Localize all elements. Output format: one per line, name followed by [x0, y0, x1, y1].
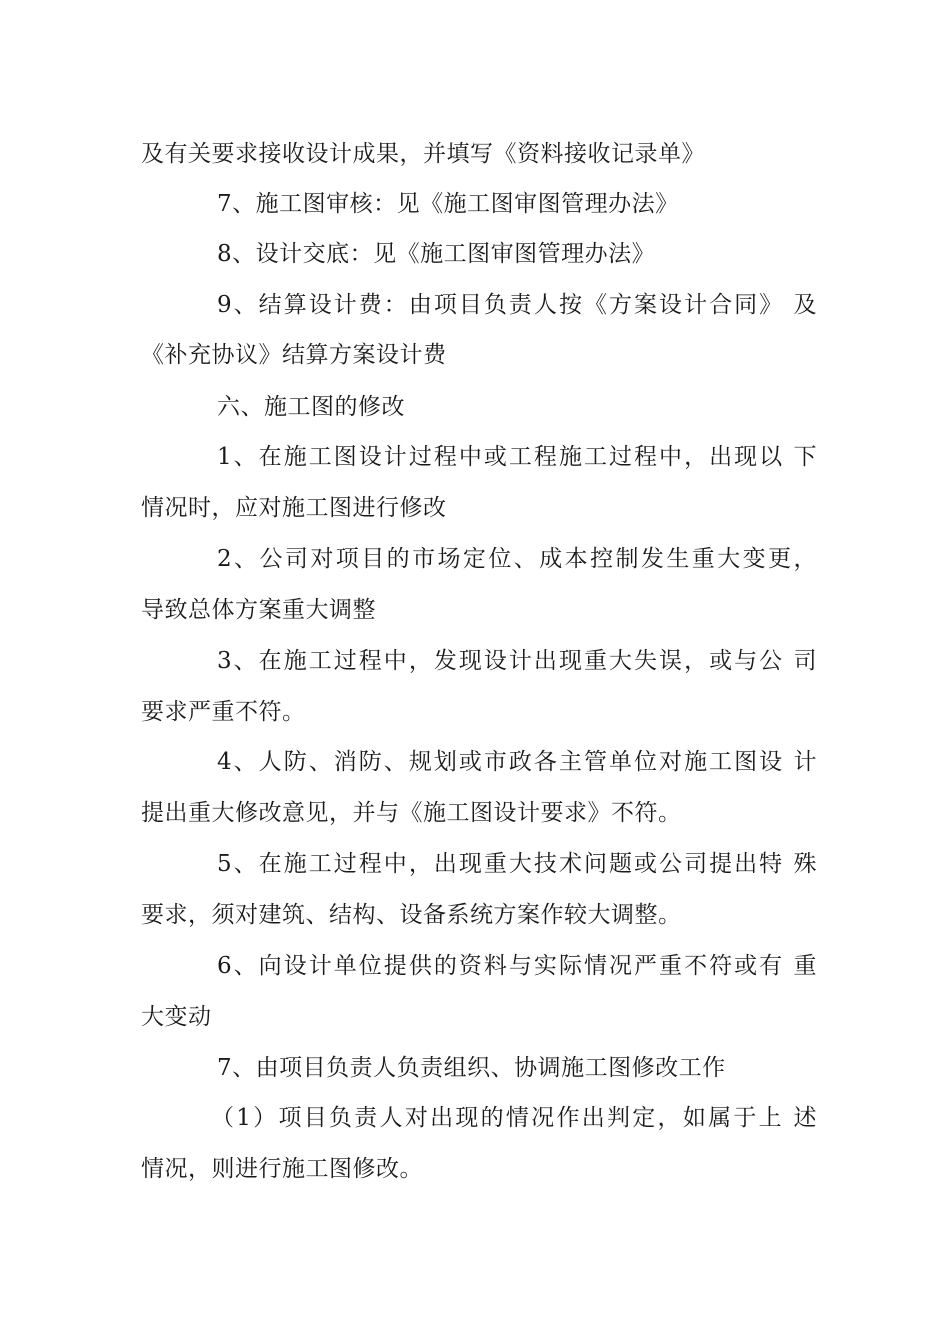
- paragraph-line: 7、由项目负责人负责组织、协调施工图修改工作: [217, 1055, 726, 1081]
- paragraph-line: 4、人防、消防、规划或市政各主管单位对施工图设 计: [217, 749, 817, 775]
- paragraph-line: 9、结算设计费：由项目负责人按《方案设计合同》 及: [217, 292, 817, 318]
- paragraph-line: 要求，须对建筑、结构、设备系统方案作较大调整。: [141, 902, 682, 928]
- paragraph-line: 要求严重不符。: [141, 699, 306, 725]
- paragraph-line: 1、在施工图设计过程中或工程施工过程中，出现以 下: [217, 444, 817, 470]
- paragraph-line: 导致总体方案重大调整: [141, 597, 376, 623]
- paragraph-line: 提出重大修改意见，并与《施工图设计要求》不符。: [141, 800, 682, 826]
- paragraph-line: 5、在施工过程中，出现重大技术问题或公司提出特 殊: [217, 851, 817, 877]
- section-heading: 六、施工图的修改: [217, 394, 405, 420]
- paragraph-line: 大变动: [141, 1004, 212, 1030]
- paragraph-line: 及有关要求接收设计成果，并填写《资料接收记录单》: [141, 141, 705, 167]
- paragraph-line: 8、设计交底：见《施工图审图管理办法》: [217, 241, 656, 267]
- paragraph-line: （1）项目负责人对出现的情况作出判定，如属于上 述: [211, 1105, 817, 1131]
- paragraph-line: 情况时，应对施工图进行修改: [141, 495, 447, 521]
- paragraph-line: 《补充协议》结算方案设计费: [141, 342, 447, 368]
- paragraph-line: 7、施工图审核：见《施工图审图管理办法》: [217, 191, 679, 217]
- paragraph-line: 情况，则进行施工图修改。: [141, 1156, 423, 1182]
- paragraph-line: 6、向设计单位提供的资料与实际情况严重不符或有 重: [217, 953, 817, 979]
- paragraph-line: 3、在施工过程中，发现设计出现重大失误，或与公 司: [217, 648, 817, 674]
- paragraph-line: 2、公司对项目的市场定位、成本控制发生重大变更，: [217, 546, 817, 572]
